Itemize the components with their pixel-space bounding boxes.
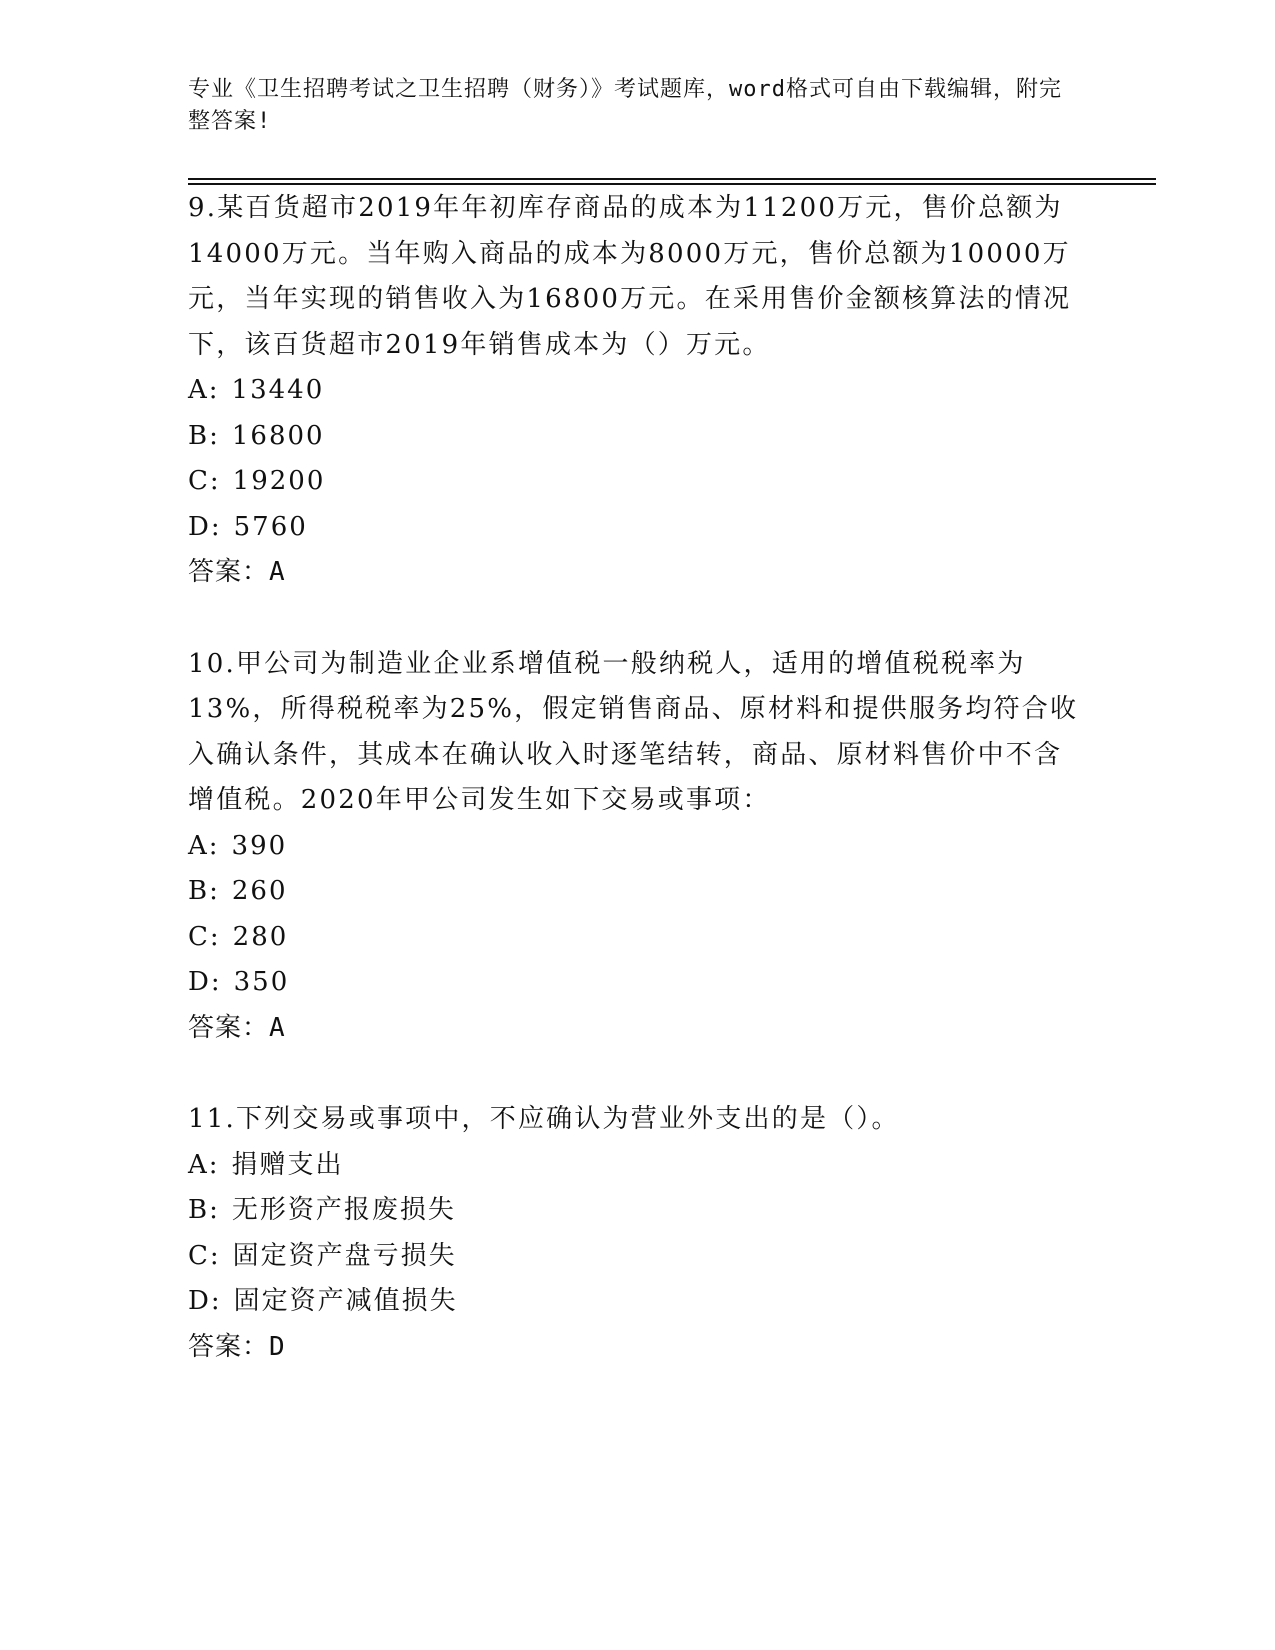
option-key: B [188, 876, 210, 906]
option-key: B [188, 1195, 210, 1225]
option-separator: : [208, 830, 220, 861]
option-d [188, 1279, 1088, 1325]
question-text: 10.甲公司为制造业企业系增值税一般纳税人，适用的增值税税率为13%，所得税税率为25%，假定销售商品、原材料和提供服务均符合收入确认条件，其成本在确认收入时逐笔结转，商品、原材料售价中不含增值税。2020年甲公司发生如下交易或事项： [188, 648, 1079, 815]
question-9 [188, 186, 1088, 596]
option-value: 5760 [233, 511, 308, 542]
question-list [188, 186, 1088, 1370]
option-c [188, 915, 1088, 961]
option-separator: : [210, 511, 222, 542]
option-value: 固定资产减值损失 [233, 1286, 458, 1316]
option-value: 无形资产报废损失 [231, 1195, 456, 1225]
option-b [188, 414, 1088, 460]
option-value: 350 [233, 967, 290, 997]
option-key: B [188, 420, 210, 451]
option-key: D [188, 1286, 211, 1316]
option-value: 13440 [231, 375, 325, 405]
option-separator: : [208, 375, 220, 405]
answer-label: 答案：A [188, 557, 286, 587]
question-text: 9.某百货超市2019年年初库存商品的成本为11200万元，售价总额为14000万元。当年购入商品的成本为8000万元，售价总额为10000万元，当年实现的销售收入为16800万元。在采用售价金额核算法的情况下，该百货超市2019年销售成本为（）万元。 [188, 193, 1072, 360]
question-11 [188, 1097, 1088, 1370]
option-key: C [188, 1240, 210, 1271]
option-c [188, 1234, 1088, 1280]
option-value: 19200 [232, 466, 326, 496]
question-10 [188, 642, 1088, 1052]
option-b [188, 869, 1088, 915]
option-key: D [188, 967, 211, 997]
answer-label: 答案：D [188, 1331, 286, 1362]
option-a [188, 1143, 1088, 1189]
option-separator: : [208, 1149, 220, 1180]
option-d [188, 505, 1088, 551]
question-spacer [188, 596, 1088, 642]
option-key: A [188, 1149, 209, 1180]
option-value: 260 [231, 876, 288, 906]
answer-label: 答案：A [188, 1012, 286, 1043]
option-d [188, 960, 1088, 1006]
option-a [188, 368, 1088, 414]
option-value: 固定资产盘亏损失 [232, 1240, 457, 1271]
option-separator: : [209, 921, 221, 952]
option-value: 捐赠支出 [231, 1149, 344, 1180]
option-key: C [188, 466, 210, 496]
header-intro-text: 专业《卫生招聘考试之卫生招聘（财务）》考试题库，word格式可自由下载编辑，附完整答案! [188, 77, 1062, 134]
question-spacer [188, 1051, 1088, 1097]
option-separator: : [210, 1286, 222, 1316]
option-separator: : [209, 466, 221, 496]
option-separator: : [209, 876, 220, 906]
option-key: C [188, 921, 210, 952]
option-separator: : [209, 1240, 221, 1271]
option-value: 16800 [231, 420, 325, 451]
header-rule-bottom [188, 183, 1156, 185]
option-value: 280 [232, 921, 289, 952]
option-key: A [188, 830, 209, 861]
option-separator: : [210, 967, 222, 997]
option-b [188, 1188, 1088, 1234]
option-value: 390 [231, 830, 288, 861]
document-header [188, 74, 1068, 138]
header-rule-top [188, 178, 1156, 180]
option-a [188, 824, 1088, 870]
option-c [188, 459, 1088, 505]
option-key: D [188, 511, 211, 542]
question-text: 11.下列交易或事项中，不应确认为营业外支出的是（）。 [188, 1104, 900, 1134]
option-separator: : [209, 1195, 220, 1225]
option-separator: : [209, 420, 220, 451]
option-key: A [188, 375, 209, 405]
